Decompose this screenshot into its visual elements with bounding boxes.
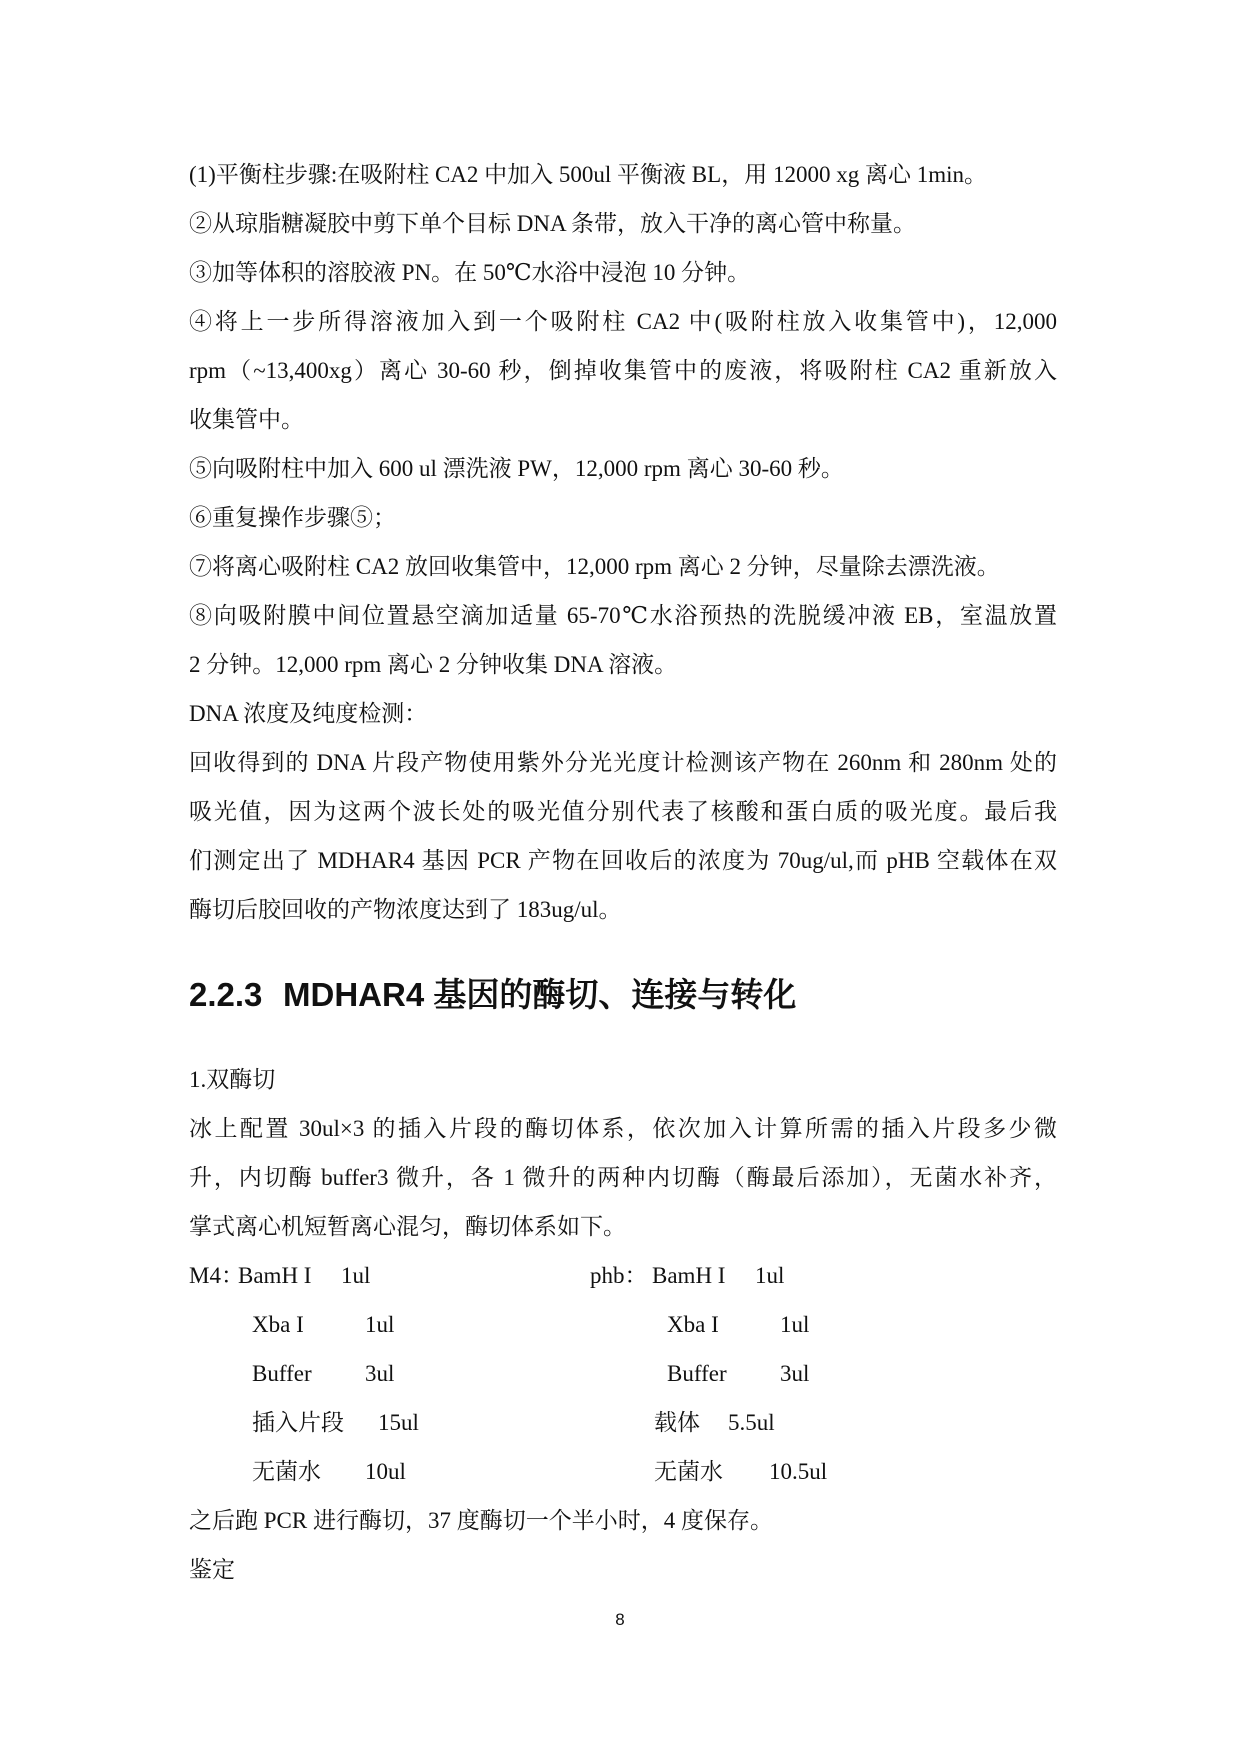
paragraph-line: 之后跑 PCR 进行酶切，37 度酶切一个半小时，4 度保存。 <box>189 1508 773 1533</box>
reagent-volume: 1ul <box>341 1263 371 1288</box>
reagent-volume: 3ul <box>780 1361 810 1386</box>
reagent-name: 载体 <box>654 1410 700 1435</box>
recipe-prefix: M4： <box>189 1263 244 1288</box>
subheading-dna-detection: DNA 浓度及纯度检测： <box>189 701 428 726</box>
paragraph-line: ④将上一步所得溶液加入到一个吸附柱 CA2 中(吸附柱放入收集管中)，12,000 <box>189 309 1057 334</box>
paragraph-line: 收集管中。 <box>189 407 304 432</box>
paragraph-line: ③加等体积的溶胶液 PN。在 50℃水浴中浸泡 10 分钟。 <box>189 260 751 285</box>
recipe-prefix: phb： <box>590 1263 648 1288</box>
paragraph-line: ⑧向吸附膜中间位置悬空滴加适量 65-70℃水浴预热的洗脱缓冲液 EB，室温放置 <box>189 603 1057 628</box>
reagent-name: BamH I <box>652 1263 726 1288</box>
paragraph-line: ⑦将离心吸附柱 CA2 放回收集管中，12,000 rpm 离心 2 分钟，尽量除去漂洗液。 <box>189 554 1000 579</box>
reagent-volume: 15ul <box>378 1410 419 1435</box>
reagent-volume: 10.5ul <box>769 1459 828 1484</box>
paragraph-line: 吸光值，因为这两个波长处的吸光值分别代表了核酸和蛋白质的吸光度。最后我 <box>189 799 1057 824</box>
paragraph-line: rpm（~13,400xg）离心 30-60 秒，倒掉收集管中的废液，将吸附柱 CA2 重新放入 <box>189 358 1057 383</box>
reagent-name: Buffer <box>667 1361 727 1386</box>
step-title: 1.双酶切 <box>189 1067 276 1092</box>
reagent-volume: 3ul <box>365 1361 395 1386</box>
section-title: MDHAR4 基因的酶切、连接与转化 <box>283 976 797 1013</box>
paragraph-line: 掌式离心机短暂离心混匀，酶切体系如下。 <box>189 1214 626 1239</box>
section-heading <box>189 972 796 1018</box>
reagent-name: 无菌水 <box>252 1459 321 1484</box>
reagent-volume: 10ul <box>365 1459 406 1484</box>
paragraph-line: 升，内切酶 buffer3 微升，各 1 微升的两种内切酶（酶最后添加），无菌水补齐， <box>189 1165 1057 1190</box>
reagent-volume: 5.5ul <box>728 1410 775 1435</box>
paragraph-line: 2 分钟。12,000 rpm 离心 2 分钟收集 DNA 溶液。 <box>189 652 678 677</box>
reagent-volume: 1ul <box>780 1312 810 1337</box>
reagent-name: 无菌水 <box>654 1459 723 1484</box>
paragraph-line: 回收得到的 DNA 片段产物使用紫外分光光度计检测该产物在 260nm 和 280nm 处的 <box>189 750 1057 775</box>
reagent-name: Xba I <box>667 1312 719 1337</box>
subheading-identify: 鉴定 <box>189 1557 235 1582</box>
section-number: 2.2.3 <box>189 976 263 1013</box>
reagent-volume: 1ul <box>365 1312 395 1337</box>
reagent-volume: 1ul <box>755 1263 785 1288</box>
paragraph-line: 冰上配置 30ul×3 的插入片段的酶切体系，依次加入计算所需的插入片段多少微 <box>189 1116 1057 1141</box>
page-number: 8 <box>615 1610 625 1629</box>
reagent-name: Buffer <box>252 1361 312 1386</box>
paragraph-line: 们测定出了 MDHAR4 基因 PCR 产物在回收后的浓度为 70ug/ul,而 pHB 空载体在双 <box>189 848 1057 873</box>
reagent-name: Xba I <box>252 1312 304 1337</box>
reagent-name: BamH I <box>238 1263 312 1288</box>
reagent-name: 插入片段 <box>252 1410 344 1435</box>
paragraph-line: ⑤向吸附柱中加入 600 ul 漂洗液 PW，12,000 rpm 离心 30-60 秒。 <box>189 456 844 481</box>
paragraph-line: 酶切后胶回收的产物浓度达到了 183ug/ul。 <box>189 897 622 922</box>
paragraph-line: ②从琼脂糖凝胶中剪下单个目标 DNA 条带，放入干净的离心管中称量。 <box>189 211 917 236</box>
paragraph-line: ⑥重复操作步骤⑤； <box>189 505 396 530</box>
paragraph-line: (1)平衡柱步骤:在吸附柱 CA2 中加入 500ul 平衡液 BL，用 12000 xg 离心 1min。 <box>189 162 987 187</box>
